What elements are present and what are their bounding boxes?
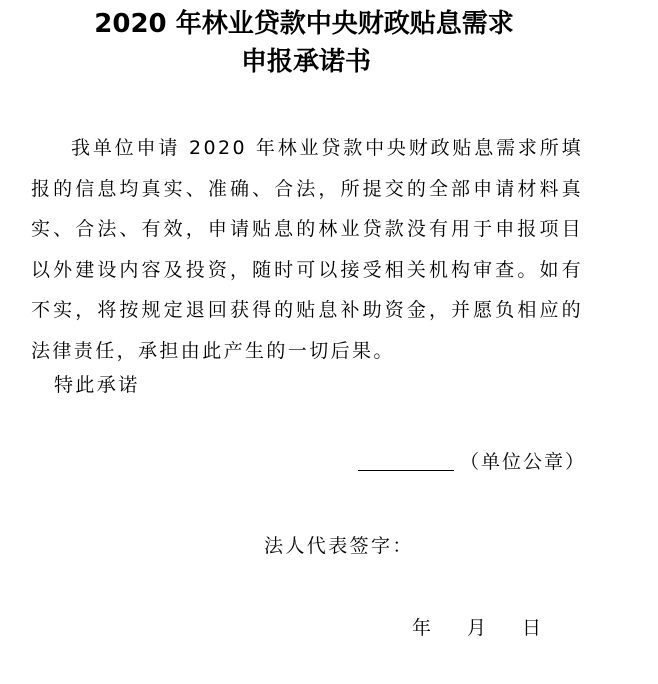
- document-title-line-1: 2020 年林业贷款中央财政贴息需求: [94, 9, 514, 39]
- legal-representative-signature-label: 法人代表签字：: [264, 535, 414, 557]
- closing-statement: 特此承诺: [54, 374, 140, 396]
- commitment-body-paragraph: 我单位申请 2020 年林业贷款中央财政贴息需求所填报的信息均真实、准确、合法，所提交的全部申请材料真实、合法、有效，申请贴息的林业贷款没有用于申报项目以外建设内容及投资，随时可以接受相关机构审查。如有不实，将按规定退回获得的贴息补助资金，并愿负相应的法律责任，承担由此产生的一切后果。: [31, 137, 583, 362]
- seal-label: （单位公章）: [460, 451, 587, 473]
- date-row: [412, 612, 541, 644]
- date-year-label: 年: [412, 617, 432, 639]
- seal-row: [358, 446, 586, 478]
- document-title-line-2: 申报承诺书: [240, 47, 371, 77]
- date-month-label: 月: [467, 617, 487, 639]
- seal-blank-line: [358, 448, 454, 471]
- date-day-label: 日: [522, 617, 542, 639]
